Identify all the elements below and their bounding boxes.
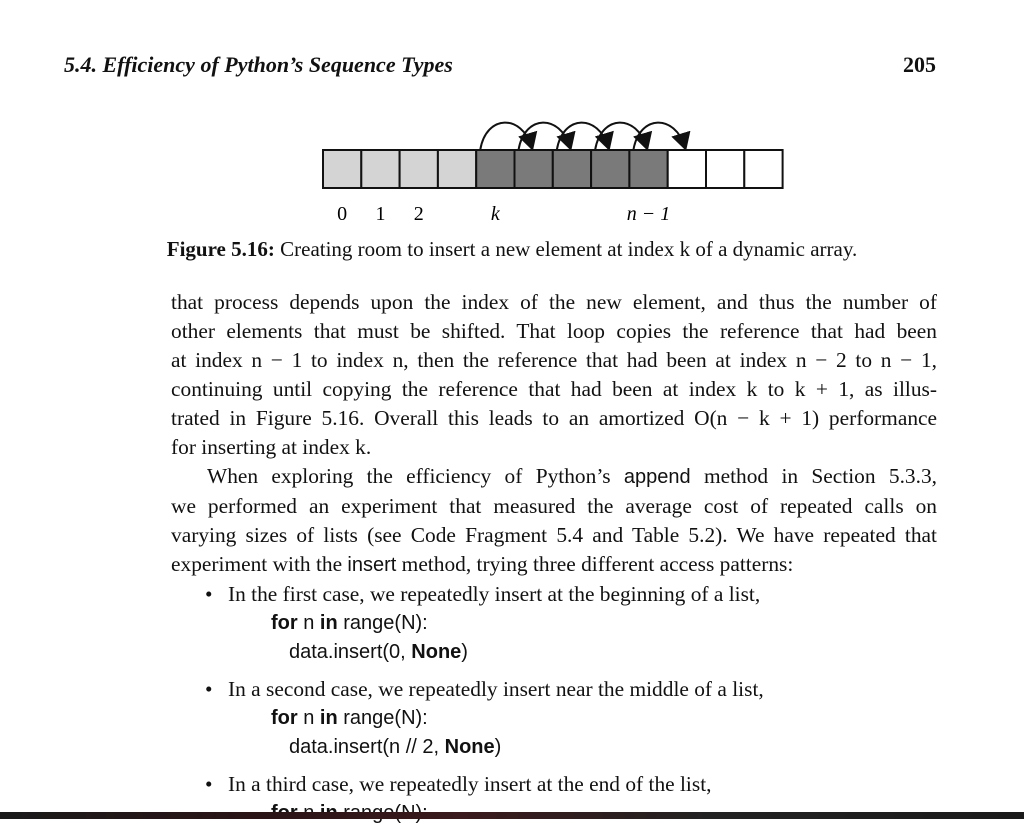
bullet-dot: • [205,582,213,606]
para1-line: for inserting at index k. [171,435,372,459]
para2-line: varying sizes of lists (see Code Fragment 5.4 and Table 5.2). We have repeated that [171,523,937,547]
code-block: for n in range(N): data.insert(0, None) [271,612,468,663]
index-label: 1 [375,203,386,225]
para1-line: that process depends upon the index of the new element, and thus the number of [171,290,937,314]
body-text [171,288,937,828]
para1-line: other elements that must be shifted. That loop copies the reference that had been [171,319,937,343]
caption-text: Creating room to insert a new element at index k of a dynamic array. [274,237,858,261]
array-cell-1 [361,150,399,188]
code-block: for n in range(N): data.insert(n // 2, None) [271,707,502,758]
para2-line: When exploring the efficiency of Python’s append method in Section 5.3.3, [207,464,938,488]
section-title: 5.4. Efficiency of Python’s Sequence Types [64,52,453,77]
bullet-dot: • [205,772,213,796]
array-cell-3 [438,150,476,188]
array-cell-9 [668,150,706,188]
index-label: n − 1 [626,203,671,225]
array-cell-0 [323,150,361,188]
index-label: 2 [413,203,424,225]
bullet-item: • In the first case, we repeatedly insert at the beginning of a list, for n in range(N): data.insert(0, None) [171,580,937,667]
array-cell-7 [591,150,629,188]
running-header [64,52,936,82]
para2-line: experiment with the insert method, trying three different access patterns: [171,552,794,576]
bullet-item: • In a second case, we repeatedly insert near the middle of a list, for n in range(N): data.insert(n // 2, None) [171,675,937,762]
array-cell-8 [629,150,667,188]
figure-caption [0,237,1024,262]
para1-line: trated in Figure 5.16. Overall this leads to an amortized O(n − k + 1) performance [171,406,937,430]
array-cell-10 [706,150,744,188]
array-cell-5 [515,150,553,188]
append-code: append [623,466,691,488]
array-cell-2 [400,150,438,188]
index-label: k [490,203,500,225]
para1-line: at index n − 1 to index n, then the reference that had been at index n − 2 to n − 1, [171,348,937,372]
para2-line: we performed an experiment that measured the average cost of repeated calls on [171,494,937,518]
page-number: 205 [903,52,936,77]
array-cell-11 [744,150,782,188]
bottom-border [0,812,1024,819]
caption-label: Figure 5.16: [166,237,275,261]
index-label: 0 [337,203,348,225]
dynamic-array-figure [300,104,800,226]
para1-line: continuing until copying the reference that had been at index k to k + 1, as illus- [171,377,937,401]
array-cell-4 [476,150,514,188]
bullet-item: • In a third case, we repeatedly insert at the end of the list, [171,770,937,828]
array-cell-6 [553,150,591,188]
insert-code: insert [347,554,397,576]
bullet-dot: • [205,677,213,701]
